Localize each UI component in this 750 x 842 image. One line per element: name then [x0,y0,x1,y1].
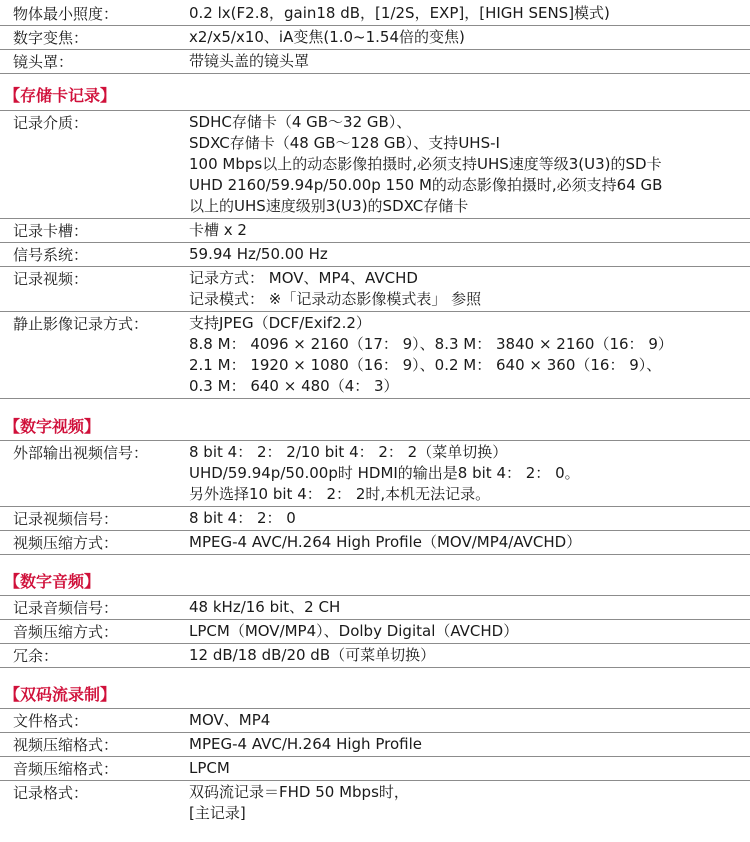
spec-value [189,26,750,49]
spec-label: 数字变焦： [13,29,89,47]
spec-value-line: [主记录] [189,804,246,822]
spec-row-file-format [0,709,750,733]
spec-label: 外部输出视频信号： [13,444,149,462]
spec-value-line: 以上的UHS速度级别3(U3)的SDXC存储卡 [189,197,469,215]
top-spec-group [0,2,750,74]
spec-row-video-compression-format [0,733,750,757]
spec-label: 视频压缩方式： [13,534,119,552]
spec-row-audio-compression-format [0,757,750,781]
spec-value-line: 卡槽 x 2 [189,221,247,239]
spec-value [189,781,750,825]
spec-label: 音频压缩方式： [13,623,119,641]
spec-label: 音频压缩格式： [13,760,119,778]
spec-value-line: 8 bit 4： 2： 2/10 bit 4： 2： 2（菜单切换） [189,443,508,461]
spec-row-digital-zoom [0,26,750,50]
spec-value-line: 另外选择10 bit 4： 2： 2时,本机无法记录。 [189,485,491,503]
spec-label: 文件格式： [13,712,89,730]
spec-value-line: MPEG-4 AVC/H.264 High Profile [189,735,422,753]
spec-value-line: UHD/59.94p/50.00p时 HDMI的输出是8 bit 4： 2： 0。 [189,464,580,482]
spec-value [189,620,750,643]
spec-value-line: x2/x5/x10、iA变焦(1.0~1.54倍的变焦) [189,28,465,46]
spec-label: 视频压缩格式： [13,736,119,754]
spec-row-lens-hood [0,50,750,74]
spec-value-line: LPCM（MOV/MP4）、Dolby Digital（AVCHD） [189,622,519,640]
spec-value [189,111,750,218]
spec-label: 镜头罩： [13,53,74,71]
section-title-dual-codec: 【双码流录制】 [4,685,117,704]
spec-value [189,709,750,732]
spec-value-line: SDXC存储卡（48 GB～128 GB）、支持UHS-I [189,134,500,152]
spec-row-audio-signal [0,596,750,620]
spec-value [189,441,750,506]
spec-value [189,733,750,756]
spec-value-line: SDHC存储卡（4 GB～32 GB）、 [189,113,412,131]
spec-value-line: 支持JPEG（DCF/Exif2.2） [189,314,371,332]
spec-value [189,757,750,780]
spec-value-line: 8 bit 4： 2： 0 [189,509,296,527]
spec-value [189,644,750,667]
section-digital-audio [0,595,750,668]
spec-value-line: 带镜头盖的镜头罩 [189,52,310,70]
spec-label: 记录音频信号： [13,599,119,617]
spec-label: 冗余： [13,647,59,665]
section-title-digital-video: 【数字视频】 [4,417,101,436]
spec-label: 记录视频信号： [13,510,119,528]
section-title-digital-audio: 【数字音频】 [4,572,101,591]
spec-value [189,596,750,619]
spec-value [189,267,750,311]
spec-value-line: 8.8 M： 4096 × 2160（17： 9）、8.3 M： 3840 × 2160（16： 9） [189,335,673,353]
spec-row-min-illumination [0,2,750,26]
spec-value-line: LPCM [189,759,230,777]
spec-label: 静止影像记录方式： [13,315,149,333]
spec-value [189,507,750,530]
section-digital-video [0,440,750,555]
spec-label: 物体最小照度： [13,5,119,23]
spec-row-video-compression [0,531,750,555]
spec-value [189,2,750,25]
spec-value-line: 2.1 M： 1920 × 1080（16： 9）、0.2 M： 640 × 360（16： 9）、 [189,356,662,374]
spec-row-card-slot [0,219,750,243]
spec-row-recording-format [0,781,750,825]
spec-row-audio-compression [0,620,750,644]
spec-row-recording-video [0,267,750,312]
spec-value-line: 12 dB/18 dB/20 dB（可菜单切换） [189,646,436,664]
section-dual-codec [0,708,750,825]
spec-value-line: 59.94 Hz/50.00 Hz [189,245,328,263]
spec-value [189,219,750,242]
spec-label: 记录视频： [13,270,89,288]
spec-row-media [0,111,750,219]
section-title-card-recording: 【存储卡记录】 [4,86,117,105]
spec-row-recording-video-signal [0,507,750,531]
spec-value [189,243,750,266]
spec-label: 记录格式： [13,784,89,802]
spec-label: 记录介质： [13,114,89,132]
spec-row-signal-system [0,243,750,267]
spec-row-still-image [0,312,750,399]
spec-value-line: 双码流记录＝FHD 50 Mbps时， [189,783,409,801]
spec-label: 信号系统： [13,246,89,264]
spec-row-headroom [0,644,750,668]
spec-value-line: 记录模式： ※「记录动态影像模式表」 参照 [189,290,482,308]
spec-row-external-output [0,441,750,507]
spec-value-line: UHD 2160/59.94p/50.00p 150 M的动态影像拍摄时,必须支持64 GB [189,176,663,194]
spec-value-line: MPEG-4 AVC/H.264 High Profile（MOV/MP4/AVCHD） [189,533,582,551]
spec-label: 记录卡槽： [13,222,89,240]
spec-value [189,531,750,554]
spec-value [189,312,750,398]
spec-value-line: 100 Mbps以上的动态影像拍摄时,必须支持UHS速度等级3(U3)的SD卡 [189,155,662,173]
section-card-recording [0,110,750,399]
spec-value-line: 记录方式： MOV、MP4、AVCHD [189,269,418,287]
spec-value-line: 0.3 M： 640 × 480（4： 3） [189,377,399,395]
spec-value-line: MOV、MP4 [189,711,271,729]
spec-value-line: 48 kHz/16 bit、2 CH [189,598,341,616]
spec-value-line: 0.2 lx(F2.8，gain18 dB，[1/2S，EXP]，[HIGH SENS]模式) [189,4,610,22]
spec-value [189,50,750,73]
